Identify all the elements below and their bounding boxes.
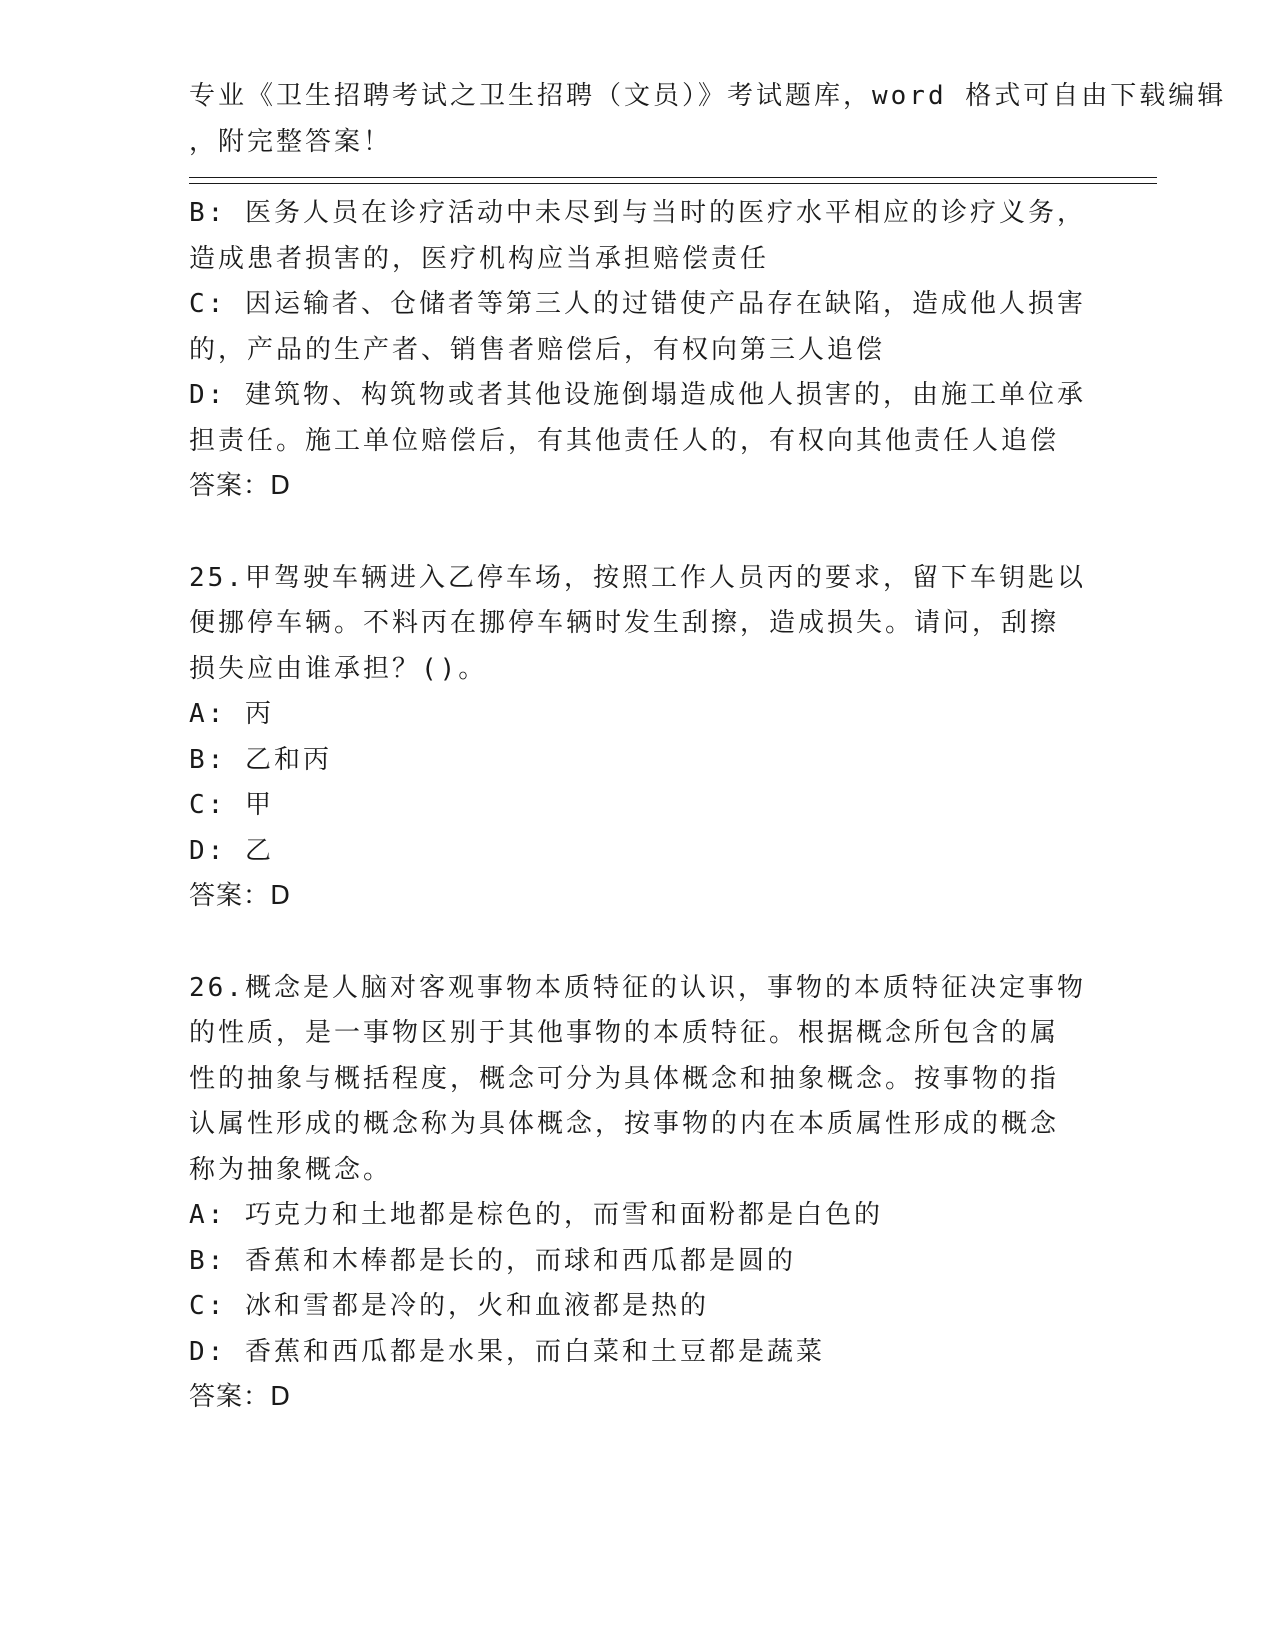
question-25 — [189, 556, 1109, 920]
question-25-stem-line-3: 损失应由谁承担？()。 — [189, 653, 488, 684]
question-24-tail — [189, 191, 1109, 510]
header-line-1: 专业《卫生招聘考试之卫生招聘（文员）》考试题库，word 格式可自由下载编辑 — [189, 81, 1227, 111]
question-26-stem-line-1: 26.概念是人脑对客观事物本质特征的认识，事物的本质特征决定事物 — [189, 972, 1086, 1003]
question-25-option-c: C: 甲 — [189, 790, 274, 820]
question-25-option-a: A: 丙 — [189, 699, 274, 729]
question-25-stem-line-1: 25.甲驾驶车辆进入乙停车场，按照工作人员丙的要求，留下车钥匙以 — [189, 562, 1086, 593]
option-d-line-2: 担责任。施工单位赔偿后，有其他责任人的，有权向其他责任人追偿 — [189, 425, 1060, 456]
question-25-stem-line-2: 便挪停车辆。不料丙在挪停车辆时发生刮擦，造成损失。请问，刮擦 — [189, 608, 1060, 638]
option-c-line-1: C: 因运输者、仓储者等第三人的过错使产品存在缺陷，造成他人损害 — [189, 289, 1086, 319]
question-26 — [189, 966, 1109, 1421]
header-divider-top — [189, 177, 1157, 178]
option-b-line-2: 造成患者损害的，医疗机构应当承担赔偿责任 — [189, 243, 770, 274]
answer-26: 答案：D — [189, 1382, 292, 1412]
document-header — [189, 74, 1227, 165]
question-content — [189, 191, 1109, 1421]
header-divider-bottom — [189, 183, 1157, 184]
question-26-stem-line-4: 认属性形成的概念称为具体概念，按事物的内在本质属性形成的概念 — [189, 1109, 1060, 1139]
question-25-option-b: B: 乙和丙 — [189, 744, 332, 775]
question-26-stem-line-2: 的性质，是一事物区别于其他事物的本质特征。根据概念所包含的属 — [189, 1018, 1060, 1048]
question-26-option-a: A: 巧克力和土地都是棕色的，而雪和面粉都是白色的 — [189, 1200, 883, 1230]
question-25-option-d: D: 乙 — [189, 835, 274, 866]
answer-24: 答案：D — [189, 471, 292, 501]
question-26-option-d: D: 香蕉和西瓜都是水果，而白菜和土豆都是蔬菜 — [189, 1336, 825, 1367]
question-26-option-b: B: 香蕉和木棒都是长的，而球和西瓜都是圆的 — [189, 1245, 796, 1276]
answer-25: 答案：D — [189, 881, 292, 911]
question-26-stem-line-3: 性的抽象与概括程度，概念可分为具体概念和抽象概念。按事物的指 — [189, 1063, 1060, 1094]
option-d-line-1: D: 建筑物、构筑物或者其他设施倒塌造成他人损害的，由施工单位承 — [189, 380, 1086, 410]
question-26-option-c: C: 冰和雪都是冷的，火和血液都是热的 — [189, 1291, 709, 1321]
header-line-2: ，附完整答案！ — [189, 126, 393, 157]
question-26-stem-line-5: 称为抽象概念。 — [189, 1154, 393, 1185]
option-c-line-2: 的，产品的生产者、销售者赔偿后，有权向第三人追偿 — [189, 334, 886, 365]
option-b-line-1: B: 医务人员在诊疗活动中未尽到与当时的医疗水平相应的诊疗义务， — [189, 198, 1086, 228]
